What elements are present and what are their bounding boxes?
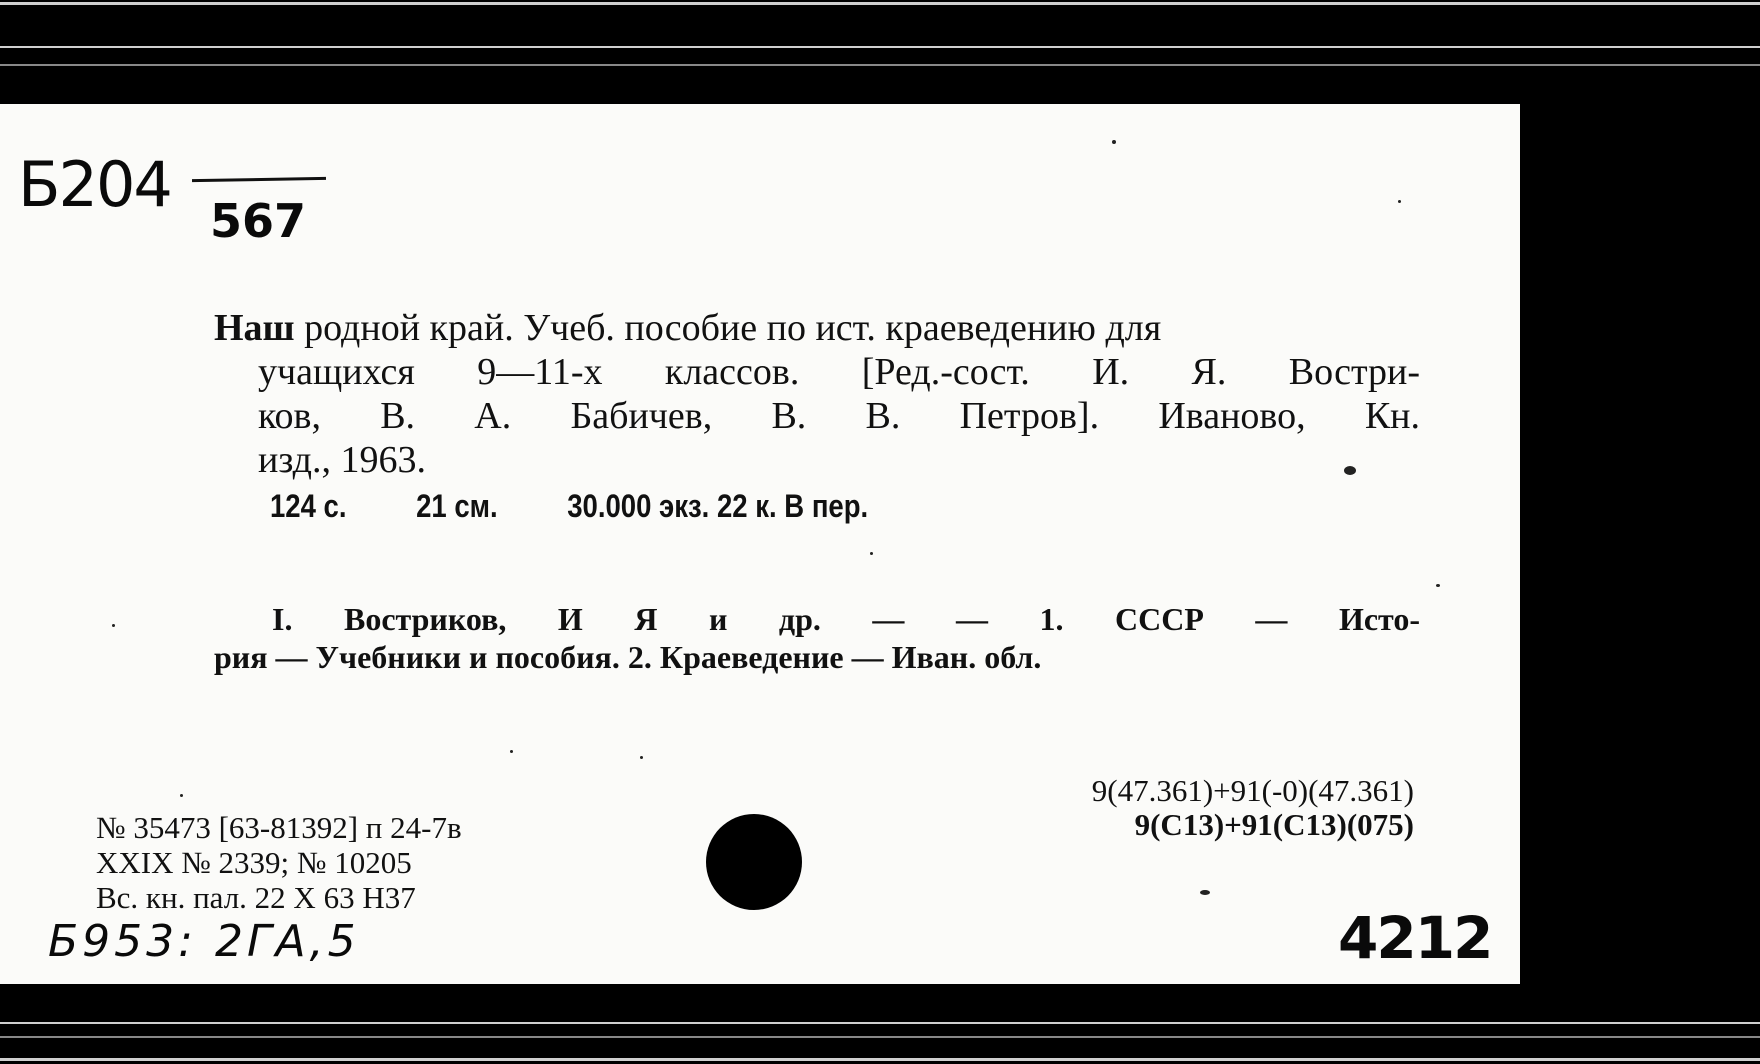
scan-speck <box>640 756 643 759</box>
classification-line-2: 9(С13)+91(С13)(075) <box>1134 807 1414 842</box>
scan-line-top-2 <box>0 46 1760 48</box>
handwritten-call-number: Б953: 2ГА,5 <box>48 916 360 967</box>
punch-hole <box>706 814 802 910</box>
handwritten-inventory-number: 4212 <box>1338 904 1492 972</box>
shelf-mark-rule <box>192 177 326 182</box>
imprint-line-1: № 35473 [63-81392] п 24-7в <box>96 810 462 845</box>
collation-size: 21 см. <box>416 488 498 524</box>
imprint-line-3: Вс. кн. пал. 22 X 63 Н37 <box>96 880 416 915</box>
entry-title: родной край. Учеб. пособие по ист. краеведению для <box>304 307 1162 349</box>
collation-print-run: 30.000 экз. 22 к. В пер. <box>567 488 869 524</box>
scan-speck <box>1398 200 1401 203</box>
scan-speck <box>1436 584 1440 587</box>
classification-codes <box>1092 774 1414 842</box>
scan-speck <box>870 552 873 555</box>
scan-speck <box>112 624 115 627</box>
scan-speck <box>1112 140 1116 144</box>
collation <box>270 488 930 525</box>
classification-line-1: 9(47.361)+91(-0)(47.361) <box>1091 773 1414 808</box>
collation-pages: 124 с. <box>270 488 347 524</box>
scan-line-bottom-2 <box>0 1036 1760 1038</box>
imprint-block <box>96 810 462 915</box>
scan-line-top-3 <box>0 64 1760 66</box>
tracing-line-2: рия — Учебники и пособия. 2. Краеведение — Иван. обл. <box>214 639 1042 675</box>
entry-line-3: ков, В. А. Бабичев, В. В. Петров]. Иваново, Кн. <box>258 395 1420 437</box>
scan-speck <box>1344 466 1356 475</box>
entry-line-2: учащихся 9—11-х классов. [Ред.-сост. И. Я. Востри- <box>258 351 1420 393</box>
bibliographic-entry <box>214 306 1420 482</box>
shelf-mark-sub: 567 <box>210 194 307 248</box>
scan-speck <box>510 750 513 753</box>
tracing-line-1: I. Востриков, И Я и др. — — 1. СССР — Исто- <box>272 601 1420 637</box>
shelf-mark-main: Б204 <box>18 148 171 221</box>
tracings <box>214 600 1420 676</box>
entry-line-4: изд., 1963. <box>258 439 426 481</box>
imprint-line-2: XXIX № 2339; № 10205 <box>96 845 412 880</box>
entry-line-1 <box>214 306 1420 350</box>
scan-line-bottom-3 <box>0 1058 1760 1061</box>
scan-speck <box>1200 890 1210 895</box>
scan-speck <box>180 794 183 797</box>
entry-headword: Наш <box>214 307 295 349</box>
scan-line-bottom <box>0 1022 1760 1024</box>
scan-line-top <box>0 2 1760 5</box>
catalog-card <box>0 104 1520 984</box>
